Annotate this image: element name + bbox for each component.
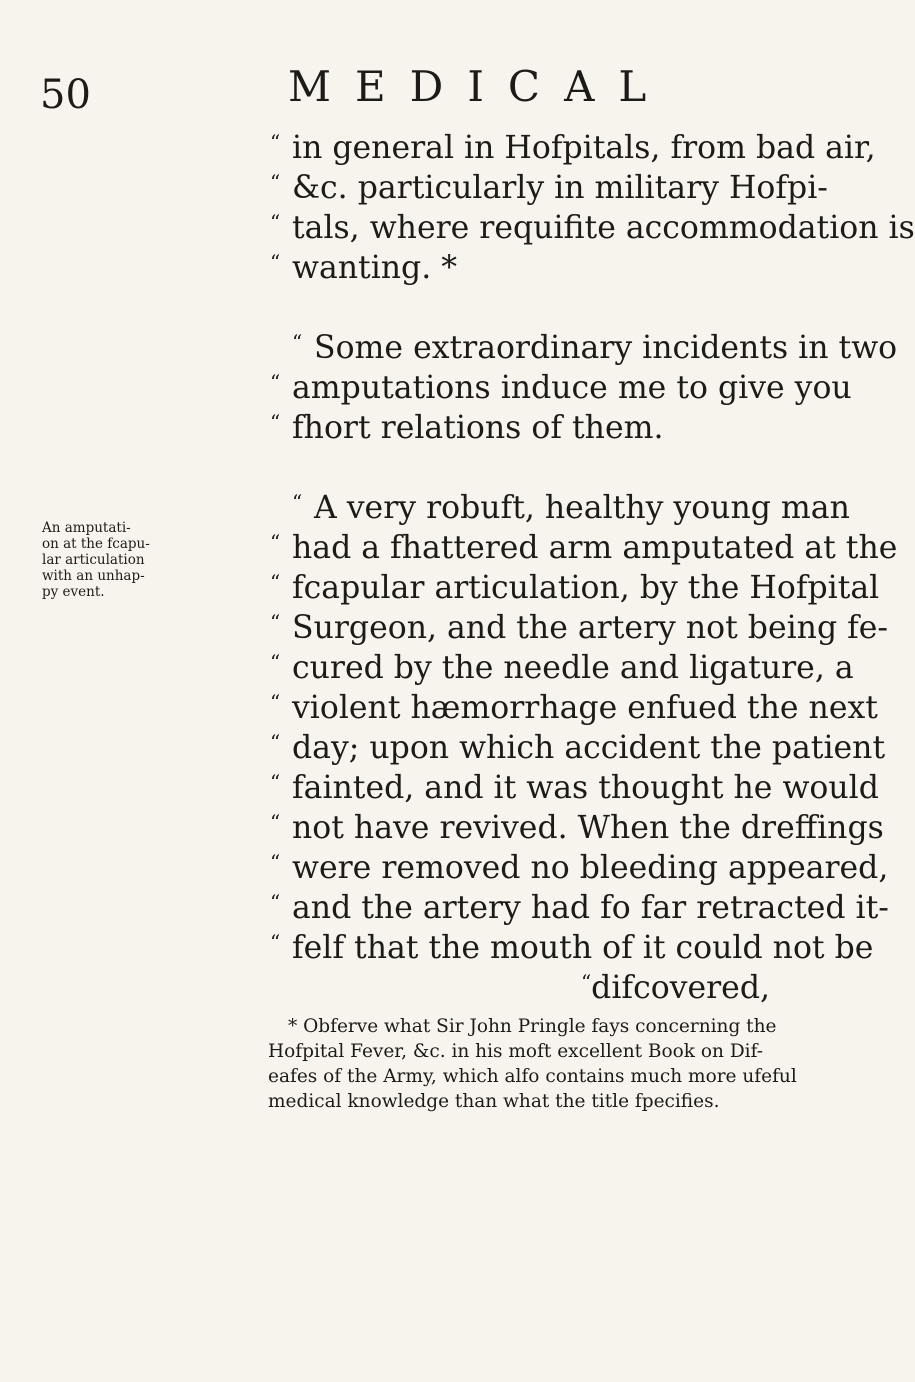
quote-mark: “: [292, 490, 303, 514]
quote-mark: “: [270, 530, 281, 554]
marginal-note-line: with an unhap-: [42, 568, 145, 584]
text-line: [270, 242, 790, 286]
text-line: [270, 642, 854, 686]
catchword: difcovered,: [591, 970, 770, 1006]
line-text: not have revived. When the dreffings: [292, 810, 884, 846]
line-text: fcapular articulation, by the Hofpital: [292, 570, 880, 606]
catchword-line: [270, 962, 790, 1006]
quote-mark: “: [270, 890, 281, 914]
quote-mark: “: [270, 850, 281, 874]
marginal-note-line: on at the fcapu-: [42, 536, 150, 552]
line-text: day; upon which accident the patient: [292, 730, 886, 766]
quote-mark: “: [270, 570, 281, 594]
line-text: violent hæmorrhage enfued the next: [292, 690, 878, 726]
line-text: &c. particularly in military Hofpi-: [292, 170, 828, 206]
line-text: tals, where requifite accommodation is: [292, 210, 915, 246]
line-text: Surgeon, and the artery not being fe-: [292, 610, 889, 646]
marginal-note-line: py event.: [42, 584, 105, 600]
text-line: [270, 522, 898, 566]
paragraph-gap: [270, 442, 790, 482]
text-line: [270, 922, 874, 966]
line-text: fainted, and it was thought he would: [292, 770, 879, 806]
line-text: had a fhattered arm amputated at the: [292, 530, 898, 566]
text-line: [270, 802, 884, 846]
line-text: Some extraordinary incidents in two: [314, 330, 898, 366]
text-line: [270, 682, 878, 726]
line-text: felf that the mouth of it could not be: [292, 930, 874, 966]
quote-mark: “: [292, 330, 303, 354]
line-text: A very robuft, healthy young man: [314, 490, 850, 526]
text-line: [270, 842, 889, 886]
line-text: in general in Hofpitals, from bad air,: [292, 130, 876, 166]
running-head: MEDICAL: [288, 62, 671, 111]
text-line: [270, 122, 876, 166]
quote-mark: “: [270, 810, 281, 834]
quote-mark: “: [270, 170, 281, 194]
marginal-note: [42, 520, 154, 600]
footnote-line: eafes of the Army, which alfo contains much more ufeful: [268, 1066, 797, 1087]
text-line: [270, 482, 850, 526]
quote-mark: “: [270, 410, 281, 434]
quote-mark: “: [270, 650, 281, 674]
quote-mark: “: [270, 250, 281, 274]
text-line: [270, 602, 889, 646]
page-number: 50: [40, 72, 91, 118]
quote-mark: “: [270, 210, 281, 234]
quote-mark: “: [270, 130, 281, 154]
text-line: [270, 202, 915, 246]
line-text: and the artery had fo far retracted it-: [292, 890, 889, 926]
text-line: [270, 162, 828, 206]
text-line: [270, 722, 886, 766]
line-text: amputations induce me to give you: [292, 370, 852, 406]
marginal-note-line: An amputati-: [42, 520, 131, 536]
paragraph-gap: [270, 282, 790, 322]
text-line: [270, 762, 879, 806]
quote-mark: “: [270, 930, 281, 954]
quote-mark: “: [270, 730, 281, 754]
text-line: [270, 322, 898, 366]
text-line: [270, 402, 790, 446]
body-text: [270, 122, 915, 1006]
quote-mark: “: [270, 690, 281, 714]
footnote-line: * Obferve what Sir John Pringle fays concerning the: [288, 1016, 777, 1037]
marginal-note-line: lar articulation: [42, 552, 145, 568]
text-line: [270, 882, 889, 926]
footnote-line: medical knowledge than what the title fpecifies.: [268, 1091, 720, 1112]
quote-mark: “: [580, 970, 592, 994]
line-text: were removed no bleeding appeared,: [292, 850, 889, 886]
line-text: wanting. *: [292, 250, 457, 286]
quote-mark: “: [270, 370, 281, 394]
text-line: [270, 362, 852, 406]
line-text: cured by the needle and ligature, a: [292, 650, 854, 686]
quote-mark: “: [270, 770, 281, 794]
line-text: fhort relations of them.: [292, 410, 664, 446]
quote-mark: “: [270, 610, 281, 634]
footnote: [268, 1014, 797, 1114]
footnote-line: Hofpital Fever, &c. in his moft excellent Book on Dif-: [268, 1041, 764, 1062]
text-line: [270, 562, 880, 606]
